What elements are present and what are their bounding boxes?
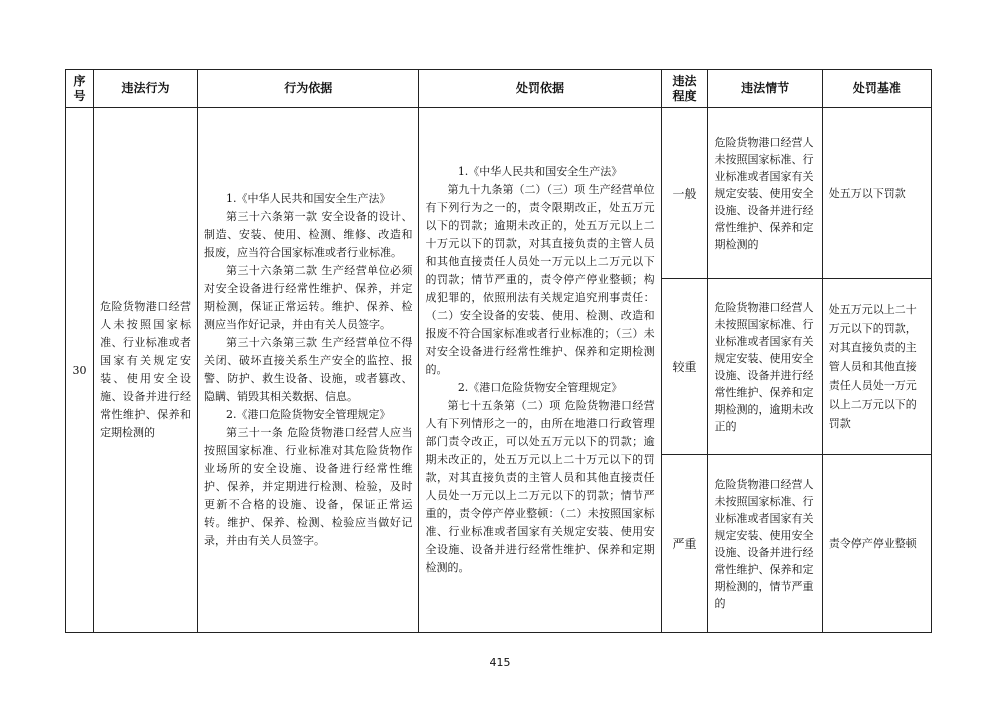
header-degree: 违法程度 xyxy=(661,70,708,108)
penalty-basis-article-1: 第九十九条第（二）（三）项 生产经营单位有下列行为之一的，责令限期改正，处五万元以下的罚款；逾期未改正的，处五万元以上二十万元以下的罚款，对其直接负责的主管人员和其他直接责任人员处一万元以上二万元以下的罚款；情节严重的，责令停产停业整顿；构成犯罪的，依照刑法有关规定追究刑事责任：（二）安全设备的安装、使用、检测、改造和报废不符合国家标准或者行业标准的；（三）未对安全设备进行经常性维护、保养和定期检测的。 xyxy=(425,183,655,376)
degree-severe: 严重 xyxy=(661,455,708,633)
penalty-basis-law-2: 2.《港口危险货物安全管理规定》 xyxy=(457,381,623,394)
degree-serious: 较重 xyxy=(661,279,708,455)
row-penalty-basis xyxy=(419,108,661,633)
circumstance-general: 危险货物港口经营人未按照国家标准、行业标准或者国家有关规定安装、使用安全设施、设备并进行经常性维护、保养和定期检测的 xyxy=(708,108,822,279)
header-conduct-basis: 行为依据 xyxy=(198,70,419,108)
header-seq: 序号 xyxy=(66,70,94,108)
penalty-general: 处五万以下罚款 xyxy=(822,108,931,279)
conduct-basis-law-1: 1.《中华人民共和国安全生产法》 xyxy=(225,192,391,205)
row-seq: 30 xyxy=(66,108,94,633)
degree-general: 一般 xyxy=(661,108,708,279)
penalty-severe: 责令停产停业整顿 xyxy=(822,455,931,633)
penalty-basis-law-1: 1.《中华人民共和国安全生产法》 xyxy=(457,165,623,178)
header-circumstance: 违法情节 xyxy=(708,70,822,108)
page-number: 415 xyxy=(489,656,511,669)
conduct-basis-law-2: 2.《港口危险货物安全管理规定》 xyxy=(225,408,391,421)
circumstance-severe: 危险货物港口经营人未按照国家标准、行业标准或者国家有关规定安装、使用安全设施、设备并进行经常性维护、保养和定期检测的，情节严重的 xyxy=(708,455,822,633)
header-penalty-standard: 处罚基准 xyxy=(822,70,931,108)
penalty-serious: 处五万元以上二十万元以下的罚款，对其直接负责的主管人员和其他直接责任人员处一万元以上二万元以下的罚款 xyxy=(822,279,931,455)
circumstance-serious: 危险货物港口经营人未按照国家标准、行业标准或者国家有关规定安装、使用安全设施、设备并进行经常性维护、保养和定期检测的，逾期未改正的 xyxy=(708,279,822,455)
table-row xyxy=(66,108,932,279)
penalty-basis-article-2: 第七十五条第（二）项 危险货物港口经营人有下列情形之一的，由所在地港口行政管理部门责令改正，可以处五万元以下的罚款；逾期未改正的，处五万元以上二十万元以下的罚款，对其直接负责的主管人员和其他直接责任人员处一万元以上二万元以下的罚款；情节严重的，责令停产停业整顿：（二）未按照国家标准、行业标准或者国家有关规定安装、使用安全设施、设备并进行经常性维护、保养和定期检测的。 xyxy=(425,399,655,574)
penalty-standard-table xyxy=(65,69,932,633)
conduct-basis-article-1: 第三十六条第一款 安全设备的设计、制造、安装、使用、检测、维修、改造和报废，应当符合国家标准或者行业标准。 xyxy=(204,210,413,259)
row-conduct-basis xyxy=(198,108,419,633)
conduct-basis-article-3: 第三十六条第三款 生产经营单位不得关闭、破坏直接关系生产安全的监控、报警、防护、救生设备、设施，或者篡改、隐瞒、销毁其相关数据、信息。 xyxy=(204,336,413,403)
header-violation: 违法行为 xyxy=(94,70,198,108)
conduct-basis-article-4: 第三十一条 危险货物港口经营人应当按照国家标准、行业标准对其危险货物作业场所的安全设施、设备进行经常性维护、保养，并定期进行检测、检验，及时更新不合格的设施、设备，保证正常运转。维护、保养、检测、检验应当做好记录，并由有关人员签字。 xyxy=(204,426,413,547)
header-row xyxy=(66,70,932,108)
conduct-basis-article-2: 第三十六条第二款 生产经营单位必须对安全设备进行经常性维护、保养，并定期检测，保证正常运转。维护、保养、检测应当作好记录，并由有关人员签字。 xyxy=(204,264,413,331)
header-penalty-basis: 处罚依据 xyxy=(419,70,661,108)
row-violation: 危险货物港口经营人未按照国家标准、行业标准或者国家有关规定安装、使用安全设施、设备并进行经常性维护、保养和定期检测的 xyxy=(94,108,198,633)
